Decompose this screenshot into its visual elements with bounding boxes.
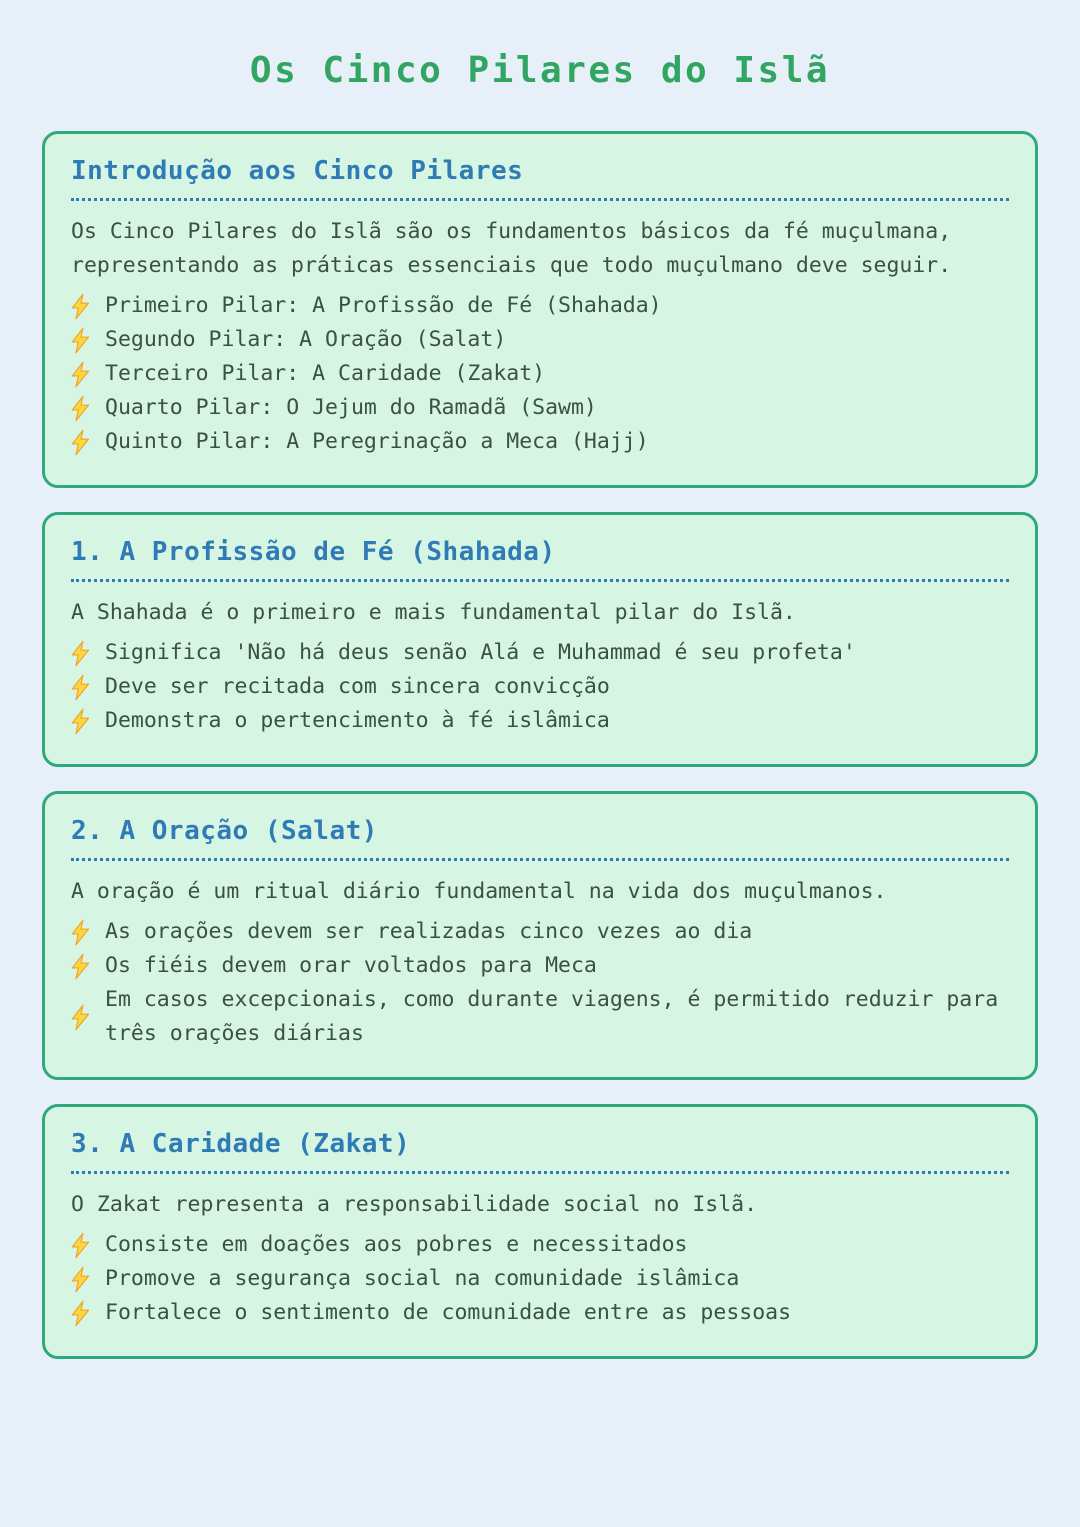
- list-item: [71, 670, 1009, 704]
- card-bullet-list: [71, 1228, 1009, 1330]
- list-item: [71, 1296, 1009, 1330]
- list-item: [71, 391, 1009, 425]
- card-heading: Introdução aos Cinco Pilares: [71, 156, 1009, 201]
- list-item: [71, 323, 1009, 357]
- list-item-text: Os fiéis devem orar voltados para Meca: [105, 953, 597, 978]
- list-item: [71, 1228, 1009, 1262]
- card-bullet-list: [71, 636, 1009, 738]
- lightning-bolt-icon: [71, 1266, 90, 1293]
- list-item: [71, 289, 1009, 323]
- list-item: [71, 357, 1009, 391]
- lightning-bolt-icon: [71, 919, 90, 946]
- list-item: [71, 915, 1009, 949]
- list-item-text: Primeiro Pilar: A Profissão de Fé (Shahada): [105, 293, 662, 318]
- card-intro-text: Os Cinco Pilares do Islã são os fundamentos básicos da fé muçulmana, representando as práticas essenciais que todo muçulmano deve seguir.: [71, 219, 952, 278]
- card-bullet-list: [71, 289, 1009, 459]
- list-item-text: Segundo Pilar: A Oração (Salat): [105, 327, 507, 352]
- list-item-text: Terceiro Pilar: A Caridade (Zakat): [105, 361, 546, 386]
- list-item: [71, 983, 1009, 1051]
- list-item-text: Quinto Pilar: A Peregrinação a Meca (Hajj): [105, 429, 649, 454]
- lightning-bolt-icon: [71, 429, 90, 456]
- list-item-text: Em casos excepcionais, como durante viagens, é permitido reduzir para três orações diárias: [105, 987, 999, 1046]
- list-item-text: Fortalece o sentimento de comunidade entre as pessoas: [105, 1300, 792, 1325]
- list-item: [71, 425, 1009, 459]
- lightning-bolt-icon: [71, 327, 90, 354]
- lightning-bolt-icon: [71, 1232, 90, 1259]
- lightning-bolt-icon: [71, 953, 90, 980]
- lightning-bolt-icon: [71, 1300, 90, 1327]
- card-intro-text: O Zakat representa a responsabilidade social no Islã.: [71, 1192, 758, 1217]
- list-item-text: Significa 'Não há deus senão Alá e Muhammad é seu profeta': [105, 640, 856, 665]
- list-item-text: Quarto Pilar: O Jejum do Ramadã (Sawm): [105, 395, 597, 420]
- card-bullet-list: [71, 915, 1009, 1051]
- lightning-bolt-icon: [71, 293, 90, 320]
- card-intro-text: A Shahada é o primeiro e mais fundamental pilar do Islã.: [71, 600, 796, 625]
- cards-container: [42, 131, 1038, 1359]
- list-item-text: Demonstra o pertencimento à fé islâmica: [105, 708, 610, 733]
- list-item: [71, 1262, 1009, 1296]
- card-heading: 1. A Profissão de Fé (Shahada): [71, 537, 1009, 582]
- card-heading: 3. A Caridade (Zakat): [71, 1129, 1009, 1174]
- list-item-text: As orações devem ser realizadas cinco vezes ao dia: [105, 919, 753, 944]
- list-item-text: Deve ser recitada com sincera convicção: [105, 674, 610, 699]
- list-item: [71, 636, 1009, 670]
- list-item: [71, 949, 1009, 983]
- lightning-bolt-icon: [71, 640, 90, 667]
- lightning-bolt-icon: [71, 1004, 90, 1031]
- pillar-card: [42, 512, 1038, 767]
- pillar-card: [42, 131, 1038, 488]
- lightning-bolt-icon: [71, 708, 90, 735]
- list-item-text: Promove a segurança social na comunidade islâmica: [105, 1266, 740, 1291]
- pillar-card: [42, 791, 1038, 1080]
- card-heading: 2. A Oração (Salat): [71, 816, 1009, 861]
- lightning-bolt-icon: [71, 674, 90, 701]
- lightning-bolt-icon: [71, 361, 90, 388]
- page-title: Os Cinco Pilares do Islã: [249, 50, 831, 91]
- list-item-text: Consiste em doações aos pobres e necessitados: [105, 1232, 688, 1257]
- pillar-card: [42, 1104, 1038, 1359]
- list-item: [71, 704, 1009, 738]
- card-intro-text: A oração é um ritual diário fundamental na vida dos muçulmanos.: [71, 879, 887, 904]
- lightning-bolt-icon: [71, 395, 90, 422]
